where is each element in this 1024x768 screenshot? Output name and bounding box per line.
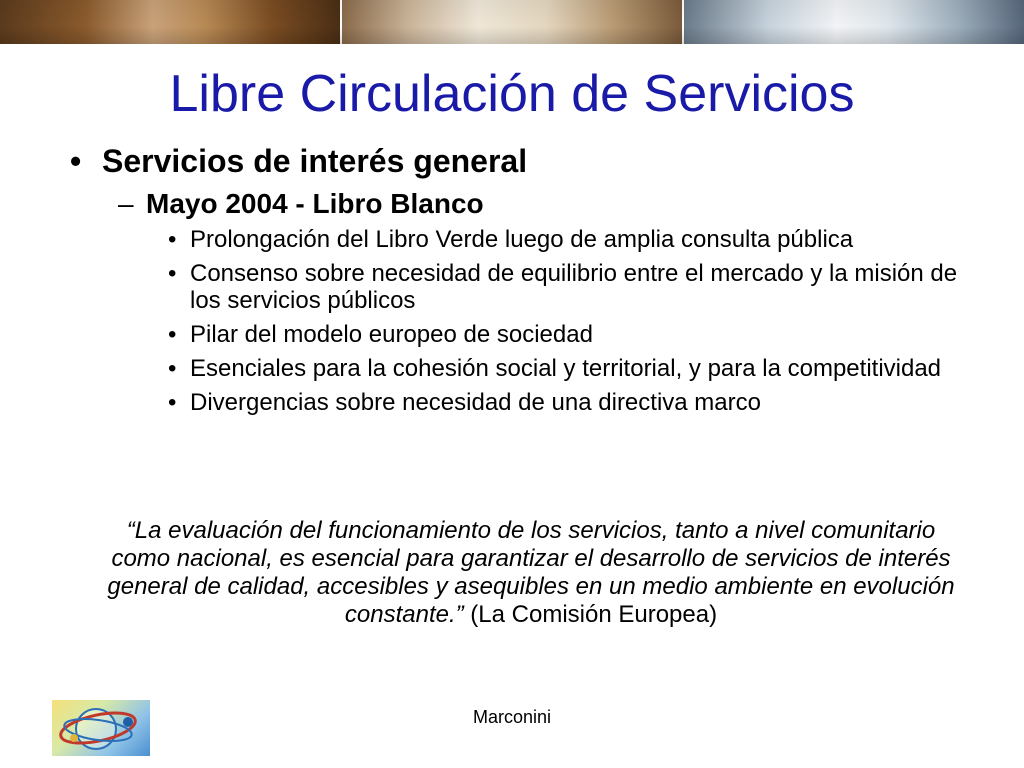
slide-content [60,140,980,423]
list-item [166,226,990,253]
list-item-text: Prolongación del Libro Verde luego de amplia consulta pública [190,226,854,253]
slide-title: Libre Circulación de Servicios [169,65,855,123]
list-item-text: Pilar del modelo europeo de sociedad [190,321,593,348]
bullet-marker: • [168,260,177,287]
banner-photo-hands-grain [0,0,342,44]
footer-author: Marconini [472,707,552,727]
banner-photo-writing [342,0,684,44]
bullet-marker: • [168,389,177,416]
list-item-text: Consenso sobre necesidad de equilibrio entre el mercado y la misión de los servicios públicos [190,260,958,314]
bullet-marker: • [168,226,177,253]
list-item-text: Divergencias sobre necesidad de una directiva marco [190,389,761,416]
bullet-level1 [60,140,980,182]
bullet-level2-text: Mayo 2004 - Libro Blanco [146,188,484,219]
quote-attribution: (La Comisión Europea) [463,601,718,628]
banner-photo-keyboard [684,0,1024,44]
quote-block [96,517,966,629]
list-item-text: Esenciales para la cohesión social y territorial, y para la competitividad [190,355,942,382]
bullet-marker: • [168,355,177,382]
bullet-level1-text: Servicios de interés general [102,143,528,179]
quote-text: “La evaluación del funcionamiento de los servicios, tanto a nivel comunitario como nacional, es esencial para garantizar el desarrollo de servicios de interés general de calidad, accesibles y asequibles en un medio ambiente en evolución constante.” [107,517,955,628]
list-item [166,321,990,348]
header-photo-banner [0,0,1024,44]
list-item [166,389,990,416]
bullet-marker: • [168,321,177,348]
dash-marker: – [118,188,134,219]
list-item [166,355,990,382]
bullet-level2 [118,184,980,224]
list-item [166,260,990,314]
bullet-level3-list [166,226,980,416]
bullet-marker: • [70,143,82,179]
